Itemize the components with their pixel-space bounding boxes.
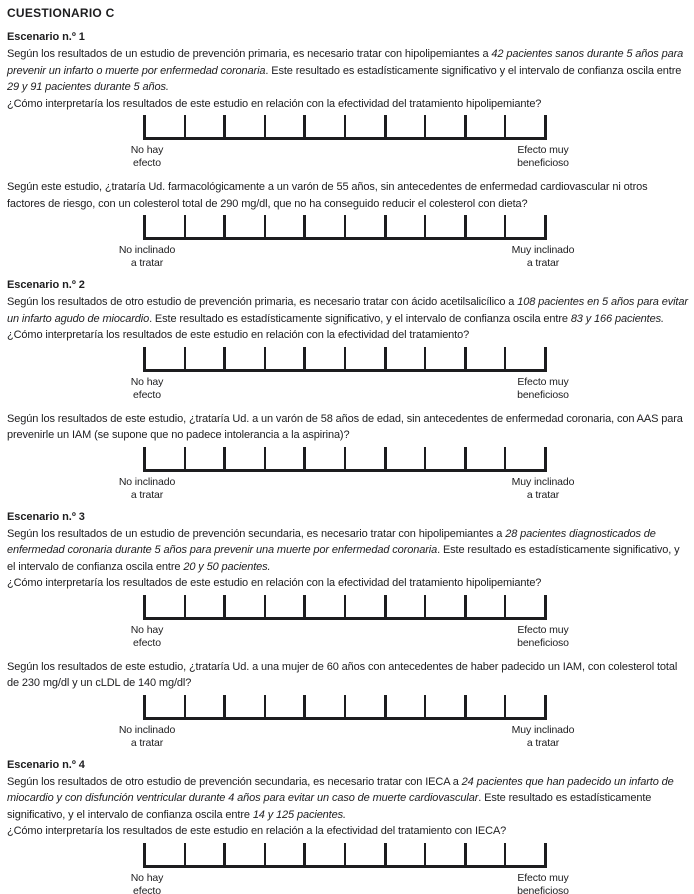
scenario-2 bbox=[7, 279, 688, 503]
scenario-heading: Escenario n.º 4 bbox=[7, 758, 85, 771]
vas-tick bbox=[184, 695, 186, 717]
vas-label-left bbox=[131, 872, 164, 894]
vas-tick bbox=[504, 115, 506, 137]
vas-label-right-line: beneficioso bbox=[517, 884, 569, 894]
scenario-intro bbox=[7, 526, 688, 576]
scenario-heading: Escenario n.º 1 bbox=[7, 31, 85, 43]
vas-tick bbox=[344, 347, 346, 369]
intro-segment: . Este resultado es estadísticamente significativo, y el intervalo de confianza oscila entre bbox=[149, 312, 571, 325]
vas-tick bbox=[303, 595, 306, 617]
vas-treat-scale bbox=[118, 215, 575, 271]
vas-tick bbox=[504, 215, 506, 237]
vas-tick bbox=[143, 115, 146, 137]
intro-segment-italic: 28 pacientes diagnosticados de enfermedad coronaria durante 5 años para prevenir una muerte por enfermedad coronaria bbox=[7, 527, 656, 556]
vas-tick bbox=[184, 447, 186, 469]
vas-label-left-line: efecto bbox=[133, 157, 161, 169]
vas-tick bbox=[424, 843, 426, 865]
vas-response-line[interactable] bbox=[143, 447, 547, 472]
vas-effect-scale bbox=[130, 843, 569, 894]
vas-tick bbox=[303, 115, 306, 137]
vas-tick bbox=[504, 843, 506, 865]
vas-label-left-line: No hay bbox=[130, 144, 164, 156]
treatment-question: Según los resultados de este estudio, ¿trataría Ud. a un varón de 58 años de edad, sin antecedentes de enfermedad coronaria, con AAS para prevenirle un IAM (se supone que no padece intolerancia a la aspirina)? bbox=[7, 412, 683, 441]
vas-tick bbox=[424, 347, 426, 369]
intro-segment: Según los resultados de un estudio de prevención primaria, es necesario tratar con hipolipemiantes a bbox=[7, 48, 492, 60]
intro-segment: . Este resultado es estadísticamente significativo, y el intervalo de confianza oscila entre bbox=[7, 544, 680, 573]
vas-label-left-line: No hay bbox=[130, 375, 164, 388]
scenario-intro bbox=[7, 294, 688, 327]
vas-tick bbox=[344, 115, 346, 137]
scenario-heading: Escenario n.º 3 bbox=[7, 510, 85, 523]
intro-segment-italic: 42 pacientes sanos durante 5 años para prevenir un infarto o muerte por enfermedad coronaria bbox=[7, 48, 684, 77]
vas-response-line[interactable] bbox=[143, 115, 547, 140]
vas-label-left-line: No inclinado bbox=[118, 723, 176, 736]
intro-segment: . Este resultado es estadísticamente significativo, y el intervalo de confianza oscila entre bbox=[7, 792, 652, 821]
vas-label-right bbox=[512, 476, 575, 502]
vas-label-left-line: No hay bbox=[130, 871, 164, 884]
vas-response-line[interactable] bbox=[143, 843, 547, 868]
vas-tick bbox=[303, 447, 306, 469]
vas-response-line[interactable] bbox=[143, 215, 547, 240]
vas-tick bbox=[223, 115, 226, 137]
vas-tick bbox=[464, 695, 467, 717]
vas-label-right-line: Muy inclinado bbox=[511, 475, 575, 488]
vas-label-right bbox=[517, 376, 569, 402]
vas-tick bbox=[464, 115, 467, 137]
vas-tick bbox=[303, 695, 306, 717]
vas-tick bbox=[464, 595, 467, 617]
vas-label-right bbox=[517, 144, 569, 170]
vas-labels bbox=[130, 144, 569, 171]
scale-question: ¿Cómo interpretaría los resultados de este estudio en relación a la efectividad del tratamiento con IECA? bbox=[7, 825, 507, 837]
vas-label-left-line: a tratar bbox=[130, 488, 164, 501]
vas-labels bbox=[118, 244, 575, 271]
vas-response-line[interactable] bbox=[143, 695, 547, 720]
vas-label-left bbox=[131, 376, 164, 402]
scenario-4 bbox=[7, 759, 688, 894]
vas-tick bbox=[264, 347, 266, 369]
vas-effect-scale bbox=[130, 347, 569, 403]
scenario-heading: Escenario n.º 2 bbox=[7, 279, 85, 291]
vas-label-left-line: a tratar bbox=[130, 736, 164, 749]
document-title: CUESTIONARIO C bbox=[7, 6, 115, 20]
vas-treat-scale bbox=[118, 695, 575, 751]
vas-tick bbox=[264, 843, 266, 865]
vas-tick bbox=[143, 447, 146, 469]
intro-segment: Según los resultados de un estudio de prevención secundaria, es necesario tratar con hipolipemiantes a bbox=[7, 527, 506, 540]
scenario-intro bbox=[7, 46, 688, 96]
vas-tick bbox=[264, 595, 266, 617]
vas-label-right-line: beneficioso bbox=[517, 157, 569, 169]
vas-tick bbox=[464, 843, 467, 865]
vas-tick bbox=[303, 843, 306, 865]
vas-response-line[interactable] bbox=[143, 347, 547, 372]
vas-tick bbox=[384, 447, 387, 469]
vas-tick bbox=[504, 447, 506, 469]
vas-tick bbox=[223, 215, 226, 237]
vas-labels bbox=[118, 723, 575, 751]
intro-segment-italic: 83 y 166 pacientes. bbox=[570, 312, 664, 325]
vas-label-left bbox=[119, 476, 175, 502]
vas-tick bbox=[143, 215, 146, 237]
vas-label-right-line: Efecto muy bbox=[517, 623, 569, 636]
vas-tick bbox=[184, 215, 186, 237]
vas-label-left-line: No hay bbox=[130, 623, 164, 636]
intro-segment-italic: 24 pacientes que han padecido un infarto de miocardio y con disfunción ventricular durante 4 años para evitar un caso de muerte cardiovascular bbox=[7, 775, 674, 804]
vas-label-right-line: beneficioso bbox=[517, 388, 569, 401]
vas-tick bbox=[544, 695, 547, 717]
vas-tick bbox=[424, 215, 426, 237]
scenario-intro bbox=[7, 774, 688, 824]
vas-label-left bbox=[119, 244, 175, 270]
intro-segment-italic: 14 y 125 pacientes. bbox=[252, 808, 346, 821]
scenario-3 bbox=[7, 511, 688, 751]
vas-tick bbox=[303, 347, 306, 369]
vas-tick bbox=[424, 595, 426, 617]
vas-label-left-line: No inclinado bbox=[118, 475, 176, 488]
vas-tick bbox=[264, 695, 266, 717]
vas-label-right bbox=[512, 724, 575, 750]
vas-tick bbox=[143, 595, 146, 617]
vas-tick bbox=[384, 215, 387, 237]
vas-tick bbox=[384, 595, 387, 617]
vas-tick bbox=[344, 595, 346, 617]
vas-tick bbox=[223, 347, 226, 369]
intro-segment-italic: 20 y 50 pacientes. bbox=[183, 560, 271, 573]
treatment-question: Según los resultados de este estudio, ¿trataría Ud. a una mujer de 60 años con antecedentes de haber padecido un IAM, con colesterol total de 230 mg/dl y un cLDL de 140 mg/dl? bbox=[7, 660, 678, 689]
vas-tick bbox=[464, 215, 467, 237]
vas-tick bbox=[184, 347, 186, 369]
vas-tick bbox=[464, 447, 467, 469]
vas-label-right-line: Efecto muy bbox=[517, 871, 569, 884]
scenario-1 bbox=[7, 31, 688, 271]
vas-tick bbox=[504, 595, 506, 617]
intro-segment-italic: 108 pacientes en 5 años para evitar un infarto agudo de miocardio bbox=[7, 296, 688, 325]
vas-label-left-line: efecto bbox=[133, 884, 161, 894]
vas-label-left-line: No inclinado bbox=[118, 244, 176, 256]
vas-label-right-line: a tratar bbox=[526, 736, 560, 749]
vas-tick bbox=[544, 115, 547, 137]
vas-label-right-line: Muy inclinado bbox=[511, 723, 575, 736]
vas-tick bbox=[504, 695, 506, 717]
vas-tick bbox=[544, 347, 547, 369]
vas-effect-scale bbox=[130, 595, 569, 651]
vas-tick bbox=[223, 843, 226, 865]
vas-tick bbox=[143, 347, 146, 369]
vas-tick bbox=[384, 347, 387, 369]
vas-tick bbox=[544, 447, 547, 469]
vas-tick bbox=[424, 447, 426, 469]
vas-tick bbox=[264, 447, 266, 469]
intro-segment: Según los resultados de otro estudio de prevención secundaria, es necesario tratar con IECA a bbox=[7, 775, 462, 788]
vas-label-right-line: a tratar bbox=[526, 488, 560, 501]
intro-segment: . Este resultado es estadísticamente significativo y el intervalo de confianza oscila entre bbox=[265, 64, 682, 77]
vas-label-left bbox=[119, 724, 175, 750]
vas-tick bbox=[223, 695, 226, 717]
vas-tick bbox=[264, 115, 266, 137]
intro-segment: Según los resultados de otro estudio de prevención primaria, es necesario tratar con ácido acetilsalicílico a bbox=[7, 296, 518, 308]
vas-tick bbox=[223, 595, 226, 617]
vas-response-line[interactable] bbox=[143, 595, 547, 620]
vas-tick bbox=[384, 843, 387, 865]
vas-tick bbox=[424, 115, 426, 137]
vas-labels bbox=[130, 871, 569, 894]
vas-tick bbox=[184, 115, 186, 137]
vas-label-left-line: efecto bbox=[133, 388, 161, 401]
vas-tick bbox=[424, 695, 426, 717]
vas-labels bbox=[130, 623, 569, 651]
vas-tick bbox=[344, 215, 346, 237]
vas-tick bbox=[504, 347, 506, 369]
scale-question: ¿Cómo interpretaría los resultados de este estudio en relación con la efectividad del tratamiento? bbox=[7, 329, 470, 341]
vas-tick bbox=[544, 595, 547, 617]
vas-effect-scale bbox=[130, 115, 569, 171]
scale-question: ¿Cómo interpretaría los resultados de este estudio en relación con la efectividad del tratamiento hipolipemiante? bbox=[7, 97, 542, 110]
vas-tick bbox=[344, 843, 346, 865]
vas-tick bbox=[384, 695, 387, 717]
vas-tick bbox=[184, 843, 186, 865]
treatment-question: Según este estudio, ¿trataría Ud. farmacológicamente a un varón de 55 años, sin antecedentes de enfermedad cardiovascular ni otros factores de riesgo, con un colesterol total de 290 mg/dl, que no ha conseguido reducir el colesterol con dieta? bbox=[7, 181, 648, 210]
vas-tick bbox=[384, 115, 387, 137]
vas-tick bbox=[544, 215, 547, 237]
vas-label-right-line: Efecto muy bbox=[517, 375, 569, 388]
vas-label-right bbox=[512, 244, 575, 270]
vas-tick bbox=[464, 347, 467, 369]
vas-tick bbox=[264, 215, 266, 237]
vas-tick bbox=[344, 695, 346, 717]
vas-label-right-line: Efecto muy bbox=[517, 144, 569, 156]
vas-label-left-line: a tratar bbox=[130, 257, 164, 269]
vas-label-left bbox=[131, 624, 164, 650]
vas-label-left bbox=[131, 144, 164, 170]
vas-label-right bbox=[517, 872, 569, 894]
vas-tick bbox=[544, 843, 547, 865]
vas-labels bbox=[118, 475, 575, 503]
intro-segment-italic: 29 y 91 pacientes durante 5 años. bbox=[7, 81, 169, 93]
vas-tick bbox=[184, 595, 186, 617]
scale-question: ¿Cómo interpretaría los resultados de este estudio en relación con la efectividad del tratamiento hipolipemiante? bbox=[7, 577, 542, 589]
vas-label-right-line: a tratar bbox=[526, 257, 560, 269]
vas-tick bbox=[223, 447, 226, 469]
vas-label-right-line: Muy inclinado bbox=[511, 244, 575, 256]
vas-label-left-line: efecto bbox=[133, 636, 161, 649]
vas-tick bbox=[143, 695, 146, 717]
vas-tick bbox=[303, 215, 306, 237]
vas-labels bbox=[130, 375, 569, 403]
scenario-list bbox=[7, 31, 688, 894]
vas-label-right bbox=[517, 624, 569, 650]
vas-treat-scale bbox=[118, 447, 575, 503]
vas-tick bbox=[344, 447, 346, 469]
vas-label-right-line: beneficioso bbox=[517, 636, 569, 649]
vas-tick bbox=[143, 843, 146, 865]
